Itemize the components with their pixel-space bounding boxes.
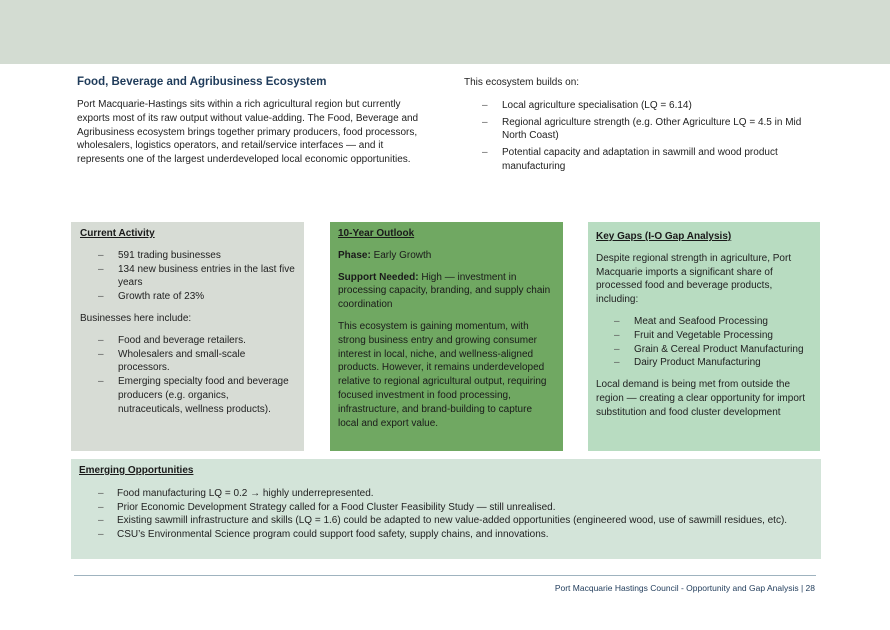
panel-heading: Current Activity bbox=[80, 228, 155, 239]
current-activity-panel bbox=[71, 222, 304, 451]
opportunities-list bbox=[79, 487, 813, 542]
outlook-panel bbox=[330, 222, 563, 451]
list-item: – Fruit and Vegetable Processing bbox=[596, 329, 812, 343]
panel-heading: Key Gaps (I-O Gap Analysis) bbox=[596, 231, 732, 242]
footer-divider bbox=[74, 575, 816, 576]
outlook-paragraph: This ecosystem is gaining momentum, with strong business entry and growing consumer interest in local, niche, and wellness-aligned products. However, it remains underdeveloped relative to regional agricultural output, requiring focused investment in food processing, infrastructure, and brand-building to capture local and export value. bbox=[338, 320, 547, 429]
support-label: Support Needed: bbox=[338, 271, 419, 283]
list-item: – 134 new business entries in the last five years bbox=[80, 263, 295, 291]
key-gaps-panel bbox=[588, 222, 820, 451]
header-band bbox=[0, 0, 890, 64]
intro-paragraph: Port Macquarie-Hastings sits within a rich agricultural region but currently exports most of its raw output without value-adding. The Food, Beverage and Agribusiness ecosystem brings together primary producers, food processors, wholesalers, logistics operators, and retail/service interfaces — and it represents one of the largest underdeveloped local economic opportunities. bbox=[77, 99, 419, 166]
list-item: – 591 trading businesses bbox=[80, 249, 295, 263]
list-item: – Growth rate of 23% bbox=[80, 290, 295, 304]
list-item: – Potential capacity and adaptation in sawmill and wood product manufacturing bbox=[464, 146, 824, 174]
builds-on-lead: This ecosystem builds on: bbox=[464, 77, 580, 88]
page-footer: Port Macquarie Hastings Council - Opportunity and Gap Analysis | 28 bbox=[554, 583, 815, 593]
list-item: – Grain & Cereal Product Manufacturing bbox=[596, 343, 812, 357]
list-item: – Meat and Seafood Processing bbox=[596, 315, 812, 329]
gaps-intro: Despite regional strength in agriculture, Port Macquarie imports a significant share of processed food and beverage products, including: bbox=[596, 252, 792, 306]
list-item: – Prior Economic Development Strategy called for a Food Cluster Feasibility Study — still unrealised. bbox=[79, 501, 813, 515]
activity-stats-list bbox=[80, 249, 295, 304]
intro-section bbox=[77, 76, 429, 167]
list-item: – Emerging specialty food and beverage producers (e.g. organics, nutraceuticals, wellness products). bbox=[80, 375, 295, 416]
gaps-list bbox=[596, 315, 812, 370]
list-item: – Dairy Product Manufacturing bbox=[596, 356, 812, 370]
list-item: – Existing sawmill infrastructure and skills (LQ = 1.6) could be adapted to new value-added opportunities (engineered wood, use of sawmill residues, etc). bbox=[79, 514, 813, 528]
phase-label: Phase: bbox=[338, 249, 371, 261]
list-item: – CSU’s Environmental Science program could support food safety, supply chains, and innovations. bbox=[79, 528, 813, 542]
list-item: – Regional agriculture strength (e.g. Other Agriculture LQ = 4.5 in Mid North Coast) bbox=[464, 116, 824, 144]
phase-line bbox=[338, 249, 555, 263]
panel-heading: Emerging Opportunities bbox=[79, 465, 194, 476]
panel-heading: 10-Year Outlook bbox=[338, 228, 415, 239]
phase-value: Early Growth bbox=[373, 249, 432, 261]
list-item: – Local agriculture specialisation (LQ = 6.14) bbox=[464, 99, 824, 113]
list-item: – Food manufacturing LQ = 0.2 → highly underrepresented. bbox=[79, 487, 813, 501]
list-item: – Food and beverage retailers. bbox=[80, 334, 295, 348]
builds-on-section bbox=[464, 76, 824, 177]
section-title: Food, Beverage and Agribusiness Ecosystem bbox=[77, 76, 327, 88]
includes-label: Businesses here include: bbox=[80, 312, 192, 324]
emerging-opportunities-panel bbox=[71, 459, 821, 559]
support-line bbox=[338, 271, 555, 312]
support-value: High — investment in processing capacity, branding, and supply chain coordination bbox=[338, 271, 551, 311]
business-types-list bbox=[80, 334, 295, 417]
list-item: – Wholesalers and small-scale processors. bbox=[80, 348, 295, 376]
builds-on-list bbox=[464, 99, 824, 174]
gaps-outro: Local demand is being met from outside the region — creating a clear opportunity for import substitution and food cluster development bbox=[596, 379, 805, 418]
